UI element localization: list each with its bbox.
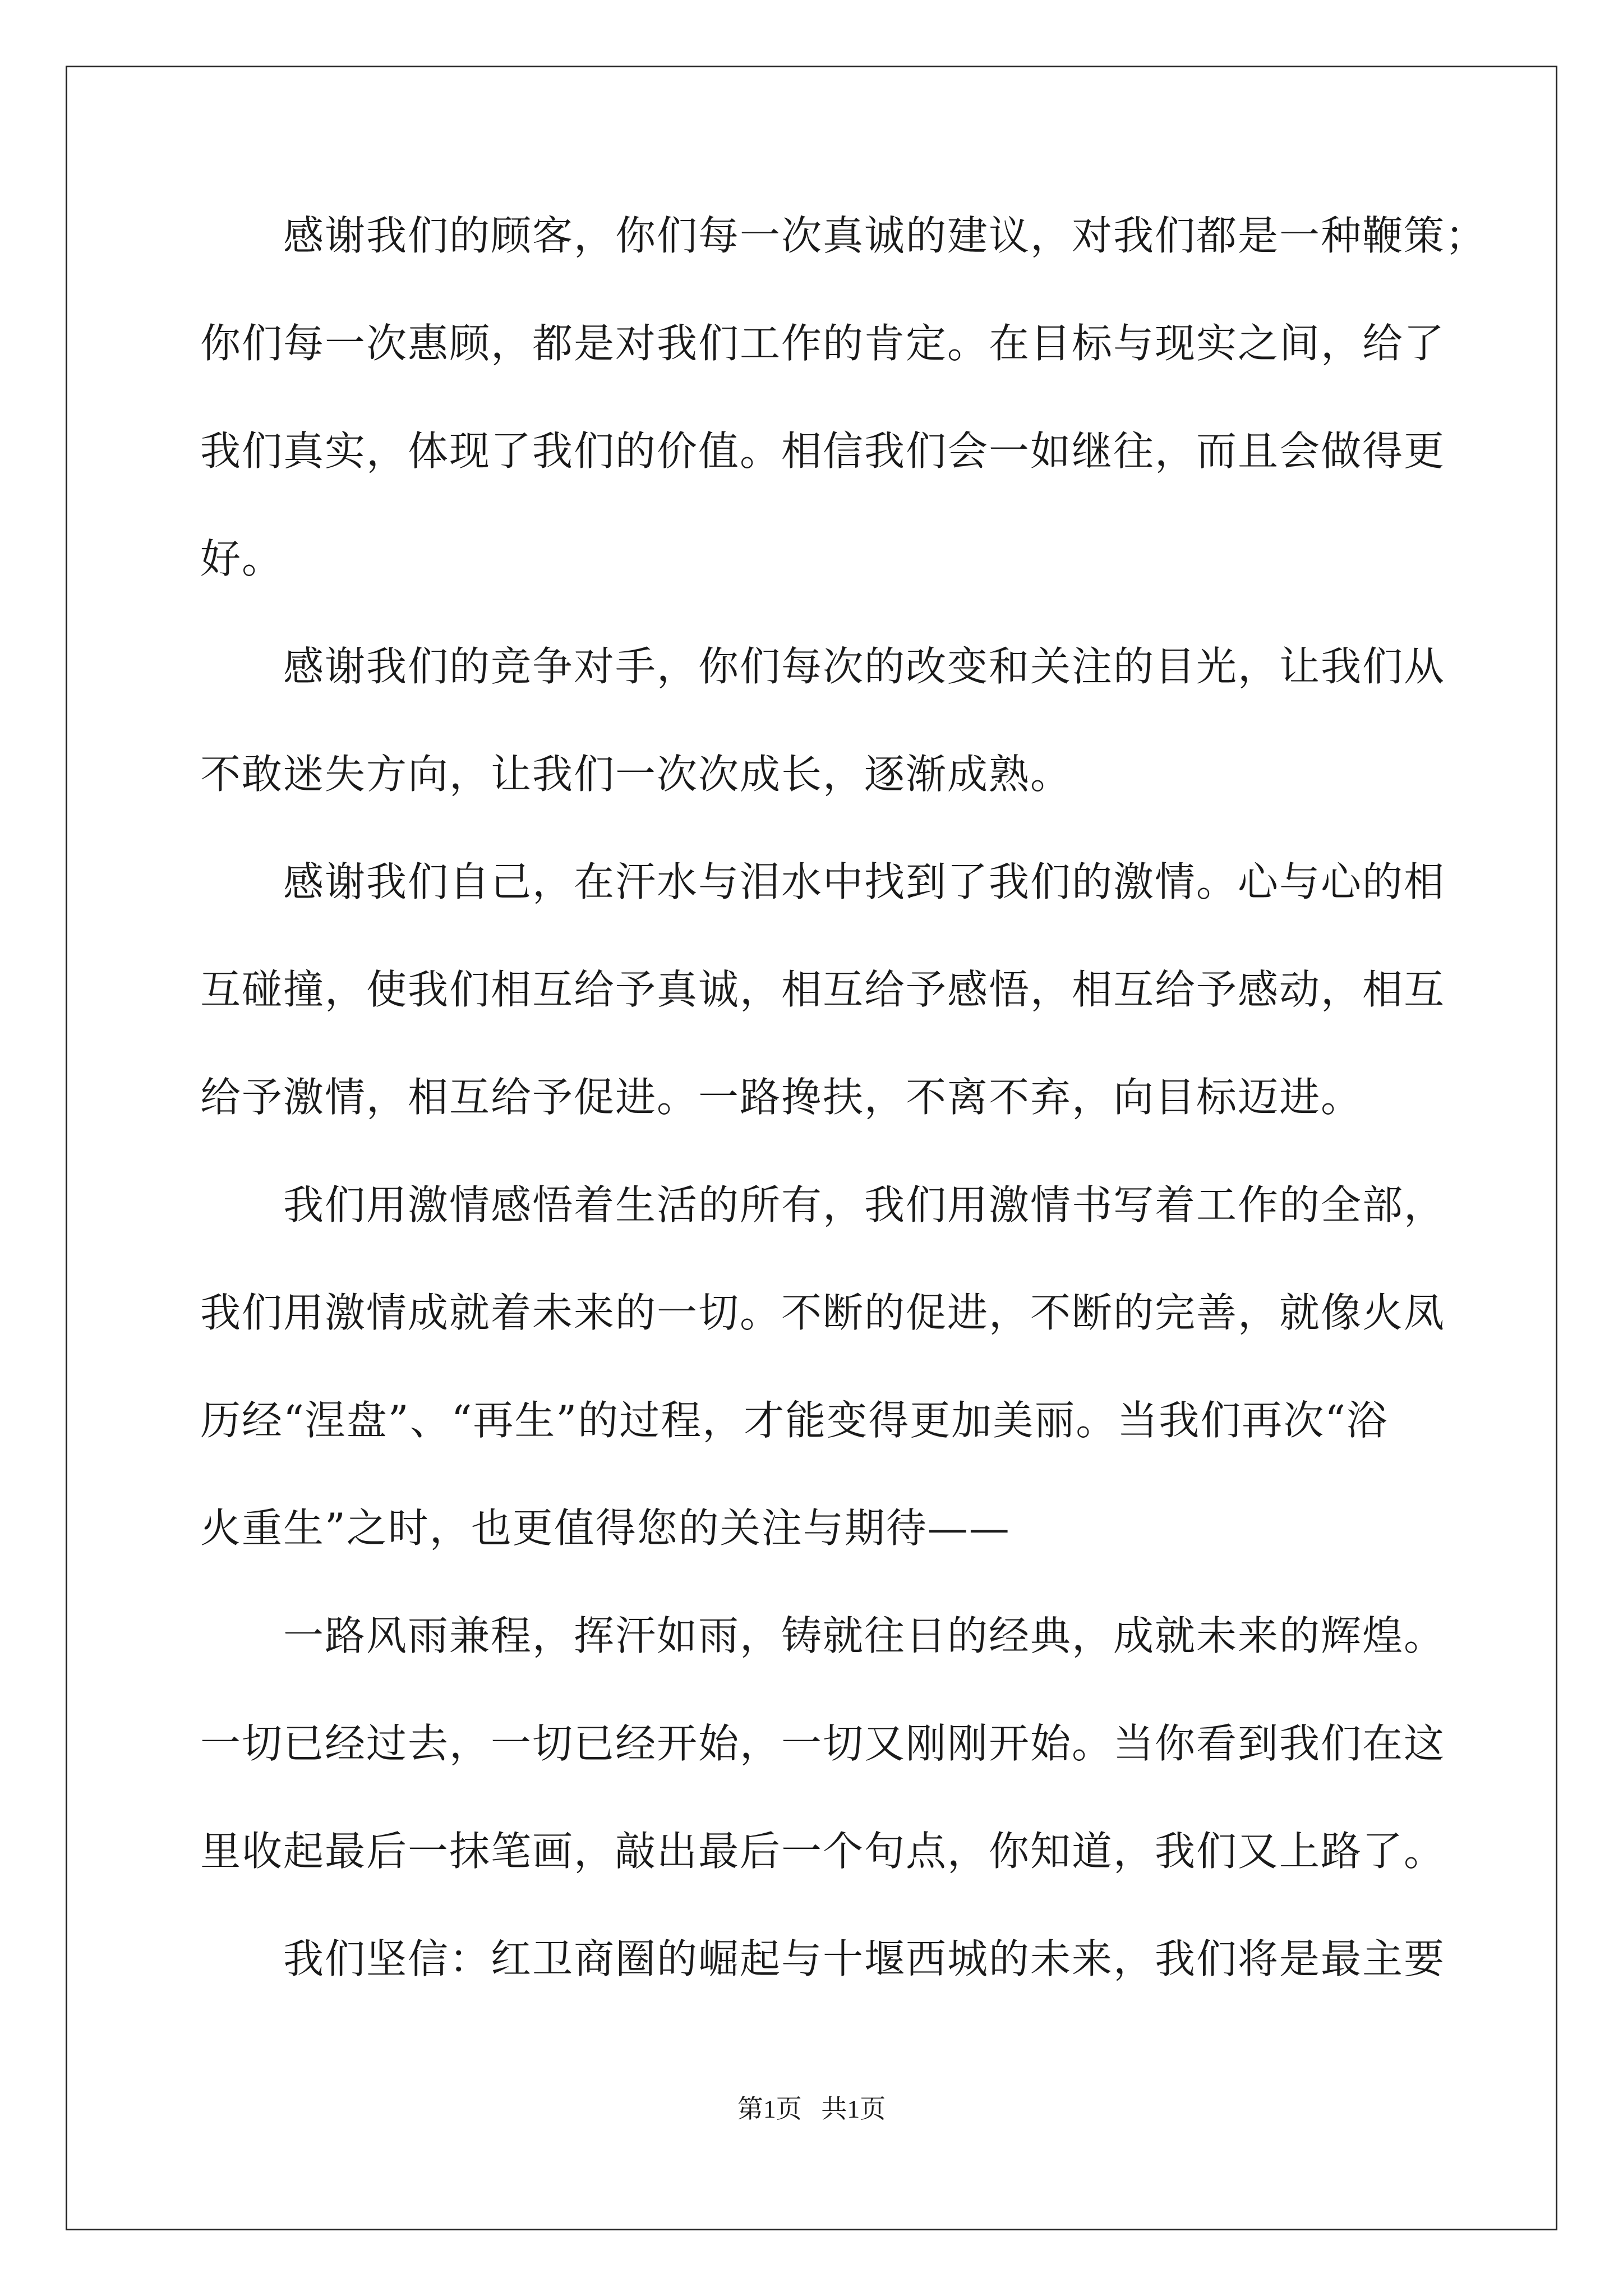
paragraph-1-line-3: 我们真实，体现了我们的价值。相信我们会一如继往，而且会做得更 [200,427,1446,475]
paragraph-4-line-1: 我们用激情感悟着生活的所有，我们用激情书写着工作的全部， [283,1181,1446,1228]
paragraph-1-line-1: 感谢我们的顾客，你们每一次真诚的建议，对我们都是一种鞭策； [283,212,1487,259]
page-footer [0,2092,1623,2126]
paragraph-5-line-3: 里收起最后一抹笔画，敲出最后一个句点，你知道，我们又上路了。 [200,1828,1446,1875]
page-total: 共1页 [821,2095,886,2123]
paragraph-3-line-2: 互碰撞，使我们相互给予真诚，相互给予感悟，相互给予感动，相互 [200,966,1446,1013]
paragraph-2-line-2: 不敢迷失方向，让我们一次次成长，逐渐成熟。 [200,751,1072,798]
paragraph-3-line-1: 感谢我们自己，在汗水与泪水中找到了我们的激情。心与心的相 [283,858,1446,905]
paragraph-1-line-2: 你们每一次惠顾，都是对我们工作的肯定。在目标与现实之间，给了 [200,320,1446,367]
paragraph-4-line-4: 火重生”之时，也更值得您的关注与期待—— [200,1504,1011,1552]
paragraph-5-line-2: 一切已经过去，一切已经开始，一切又刚刚开始。当你看到我们在这 [200,1720,1446,1767]
page-border [66,66,1557,2230]
paragraph-2-line-1: 感谢我们的竞争对手，你们每次的改变和关注的目光，让我们从 [283,643,1446,690]
paragraph-1-line-4: 好。 [200,535,284,582]
paragraph-4-line-3: 历经“涅盘”、“再生”的过程，才能变得更加美丽。当我们再次“浴 [200,1397,1389,1444]
page-number: 第1页 [737,2095,802,2123]
paragraph-6-line-1: 我们坚信：红卫商圈的崛起与十堰西城的未来，我们将是最主要 [283,1935,1446,1982]
paragraph-3-line-3: 给予激情，相互给予促进。一路搀扶，不离不弃，向目标迈进。 [200,1074,1363,1121]
paragraph-5-line-1: 一路风雨兼程，挥汗如雨，铸就往日的经典，成就未来的辉煌。 [283,1612,1446,1659]
paragraph-4-line-2: 我们用激情成就着未来的一切。不断的促进，不断的完善，就像火凤 [200,1289,1446,1336]
